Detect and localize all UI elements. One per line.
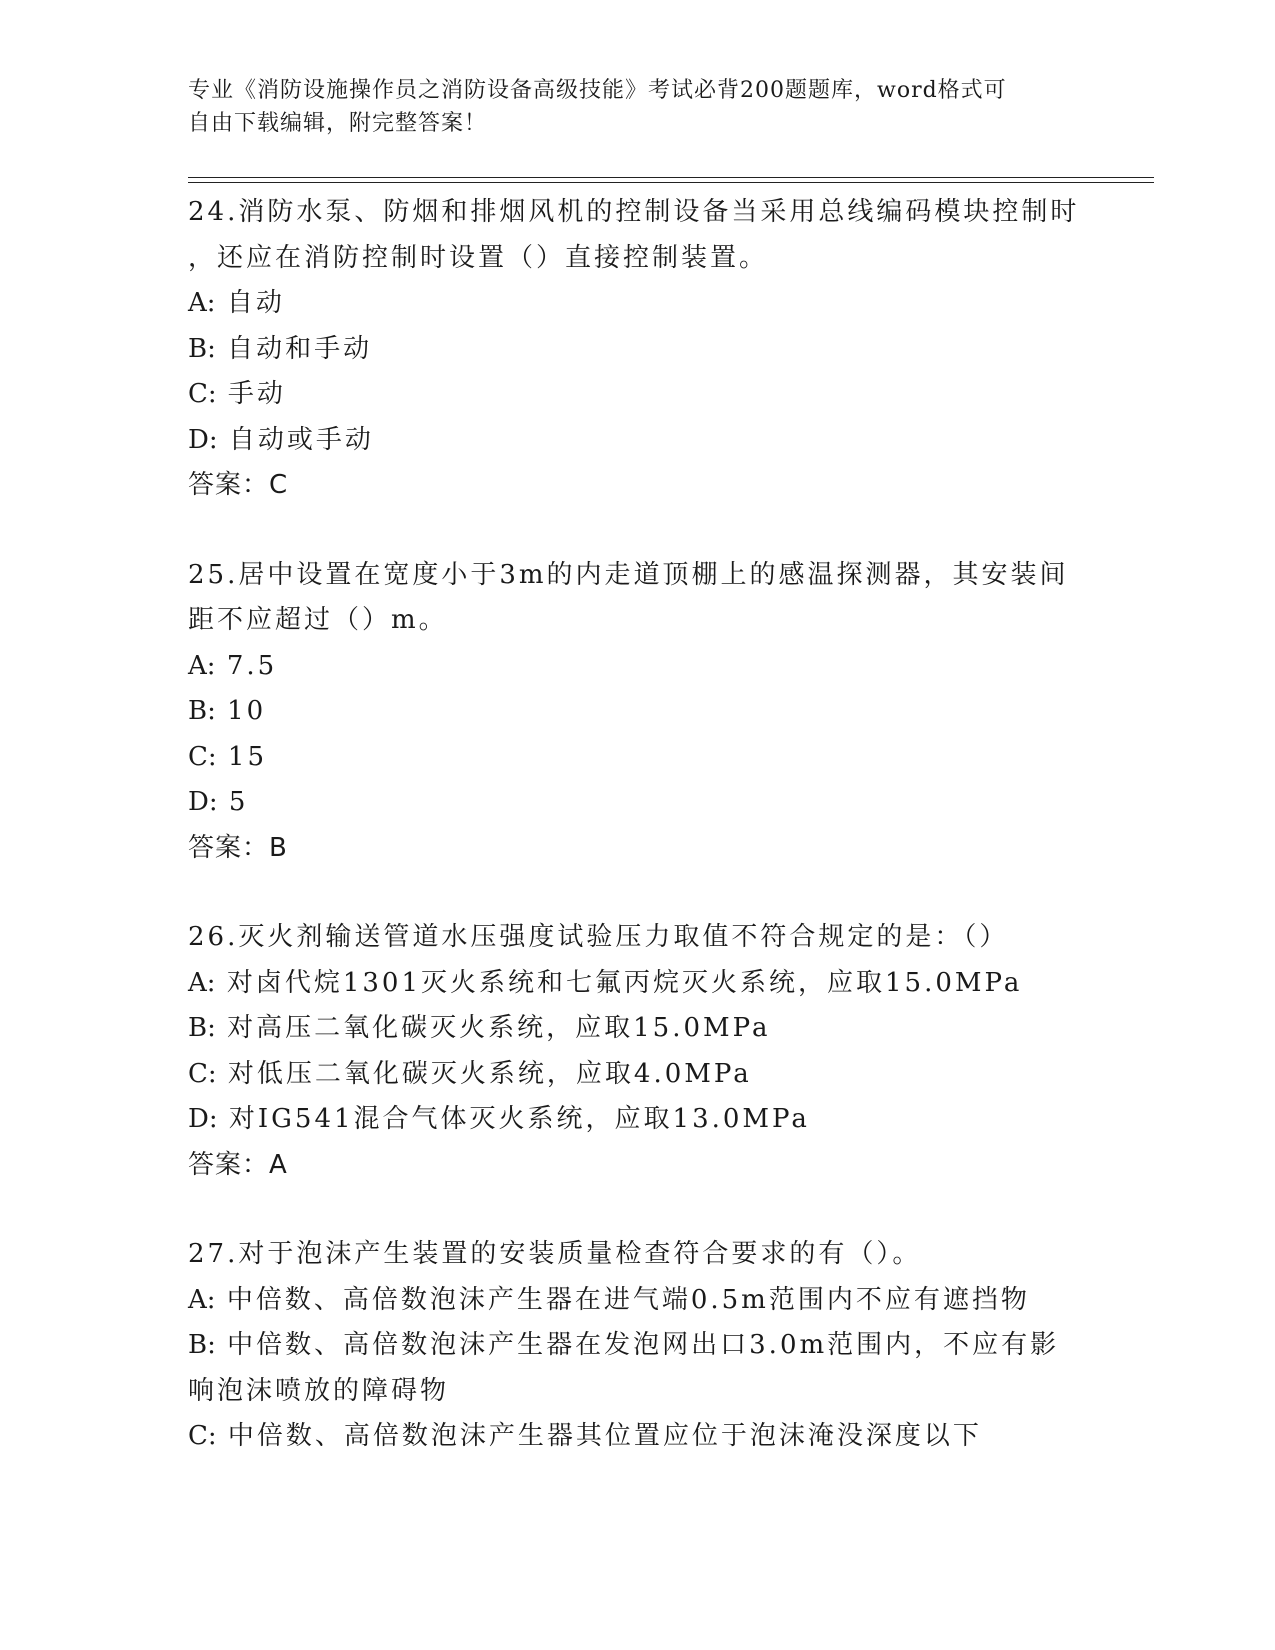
option-text: 对高压二氧化碳灭火系统，应取15.0MPa	[227, 1013, 771, 1043]
option-label: A:	[188, 1284, 216, 1315]
option-text: 15	[227, 741, 268, 772]
question-stem-line: 24.消防水泵、防烟和排烟风机的控制设备当采用总线编码模块控制时	[188, 197, 1080, 227]
option-label: D:	[188, 787, 218, 817]
option-label: D:	[188, 1104, 218, 1134]
question-25	[188, 553, 1088, 872]
option-c	[188, 372, 1088, 418]
document-header	[188, 74, 1088, 140]
question-stem-line: 27.对于泡沫产生装置的安装质量检查符合要求的有（）。	[188, 1239, 922, 1269]
option-a	[188, 281, 1088, 327]
answer-line: 答案：A	[188, 1149, 288, 1180]
question-stem-line: 26.灭火剂输送管道水压强度试验压力取值不符合规定的是：（）	[188, 922, 1009, 952]
option-label: B:	[188, 696, 216, 726]
answer-line: 答案：B	[188, 832, 288, 863]
option-text: 中倍数、高倍数泡沫产生器在发泡网出口3.0m范围内，不应有影	[227, 1330, 1060, 1360]
option-a	[188, 1278, 1088, 1324]
option-b	[188, 1323, 1088, 1369]
option-text: 自动或手动	[228, 424, 374, 455]
option-text: 对卤代烷1301灭火系统和七氟丙烷灭火系统，应取15.0MPa	[226, 967, 1023, 998]
option-text: 中倍数、高倍数泡沫产生器在进气端0.5m范围内不应有遮挡物	[226, 1284, 1030, 1315]
option-label: A:	[188, 288, 216, 318]
question-list	[188, 190, 1088, 1504]
option-d	[188, 780, 1088, 826]
option-b	[188, 327, 1088, 373]
option-label: B:	[188, 1013, 216, 1043]
option-text: 对IG541混合气体灭火系统，应取13.0MPa	[228, 1104, 810, 1134]
option-text: 中倍数、高倍数泡沫产生器其位置应位于泡沫淹没深度以下	[227, 1421, 982, 1451]
answer-line: 答案：C	[188, 470, 289, 500]
option-label: D:	[188, 424, 218, 455]
option-b	[188, 689, 1088, 735]
option-text: 5	[228, 787, 249, 817]
question-24	[188, 190, 1088, 509]
option-label: A:	[188, 650, 216, 681]
question-stem-line: 25.居中设置在宽度小于3m的内走道顶棚上的感温探测器，其安装间	[188, 559, 1069, 590]
question-stem-line: ，还应在消防控制时设置（）直接控制装置。	[188, 242, 769, 273]
option-label: C:	[188, 1058, 217, 1089]
option-text: 10	[227, 696, 267, 726]
option-text: 自动和手动	[227, 333, 373, 364]
option-label: B:	[188, 1330, 216, 1360]
option-c	[188, 1052, 1088, 1098]
question-27	[188, 1232, 1088, 1460]
option-text: 手动	[227, 379, 286, 409]
header-divider-top	[188, 177, 1154, 178]
option-a	[188, 961, 1088, 1007]
option-label: C:	[188, 1421, 217, 1451]
option-text: 对低压二氧化碳灭火系统，应取4.0MPa	[227, 1058, 752, 1089]
option-a	[188, 644, 1088, 690]
option-label: C:	[188, 741, 217, 772]
header-line-1: 专业《消防设施操作员之消防设备高级技能》考试必背200题题库，word格式可	[188, 78, 1007, 103]
question-stem-line: 距不应超过（）m。	[188, 605, 448, 635]
option-label: A:	[188, 967, 216, 998]
option-b	[188, 1006, 1088, 1052]
header-divider-bottom	[188, 182, 1154, 183]
option-text: 自动	[226, 288, 285, 318]
option-b-continuation: 响泡沫喷放的障碍物	[188, 1375, 450, 1406]
option-c	[188, 1414, 1088, 1460]
option-d	[188, 418, 1088, 464]
option-text: 7.5	[226, 650, 278, 681]
option-d	[188, 1097, 1088, 1143]
header-line-2: 自由下载编辑，附完整答案！	[188, 111, 488, 136]
option-c	[188, 735, 1088, 781]
option-label: C:	[188, 379, 217, 409]
question-26	[188, 915, 1088, 1188]
option-label: B:	[188, 333, 216, 364]
